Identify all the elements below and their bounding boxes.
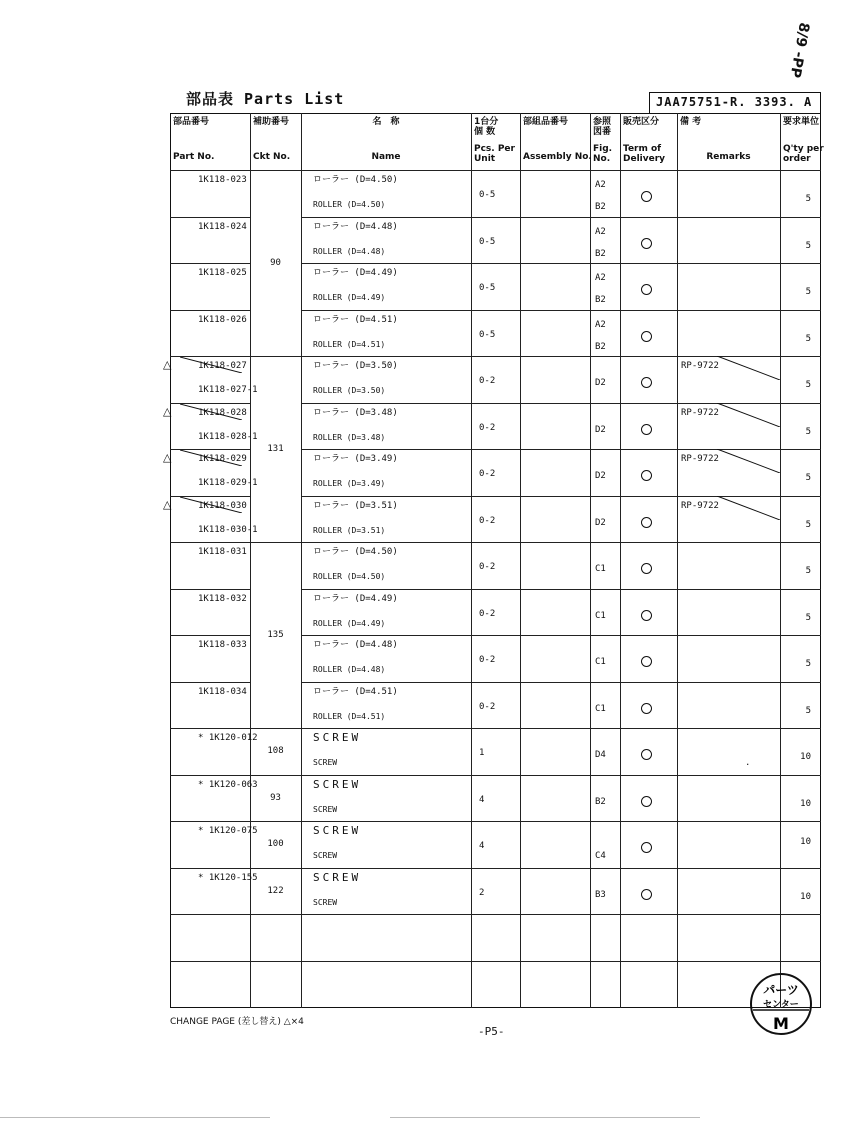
row-divider: [301, 263, 821, 264]
fig-number: A2: [595, 180, 606, 190]
qty-per-order: 10: [800, 837, 811, 847]
pcs-per-unit: 4: [479, 841, 485, 851]
name-jp: ローラー (D=3.48): [313, 407, 398, 418]
qty-per-order: 5: [805, 380, 811, 390]
delivery-circle-icon: [641, 517, 652, 528]
ckt-number: 131: [267, 444, 284, 454]
name-jp: ローラー (D=4.49): [313, 268, 398, 278]
qty-per-order: 5: [805, 705, 811, 716]
part-number: 1K118-025: [198, 268, 247, 278]
corner-handwritten-note: 8/9 -PP: [786, 21, 812, 79]
column-divider: [590, 113, 591, 1008]
remarks: RP-9722: [681, 454, 719, 464]
part-number: 1K118-034: [198, 686, 247, 697]
parts-center-stamp: [748, 966, 814, 1042]
row-divider: [170, 728, 821, 729]
name-jp: ローラー (D=4.48): [313, 221, 398, 232]
name-jp: SCREW: [313, 824, 362, 837]
fig-number: C1: [595, 703, 606, 714]
strike-through-line: [180, 404, 242, 420]
fig-number: B2: [595, 295, 606, 305]
qty-per-order: 5: [805, 519, 811, 530]
name-jp: ローラー (D=4.51): [313, 686, 398, 697]
remarks-diagonal-line: [677, 496, 780, 520]
pcs-per-unit: 0-5: [479, 190, 496, 200]
delivery-circle-icon: [641, 749, 652, 760]
column-header-jp: 要求単位: [783, 117, 820, 127]
column-divider: [301, 113, 302, 1008]
column-header-jp: 備 考: [680, 117, 702, 127]
delivery-circle-icon: [641, 424, 652, 435]
parts-table: [170, 113, 824, 1008]
name-en: ROLLER (D=4.48): [313, 665, 386, 674]
name-jp: ローラー (D=4.51): [313, 314, 398, 325]
fig-number: B2: [595, 248, 606, 259]
row-divider: [301, 682, 821, 683]
delivery-circle-icon: [641, 889, 652, 900]
pcs-per-unit: 1: [479, 748, 485, 758]
column-header-en: Q'ty per order: [783, 144, 824, 164]
name-en: ROLLER (D=4.49): [313, 293, 386, 302]
row-divider: [170, 961, 821, 962]
page-title: 部品表 Parts List: [186, 90, 345, 108]
row-divider: [301, 217, 821, 218]
column-header-jp: 1台分 個 数: [474, 117, 499, 137]
part-number: 1K118-027: [198, 361, 247, 371]
fig-number: A2: [595, 273, 606, 283]
part-number: * 1K120-063: [198, 779, 258, 790]
change-marker-icon: △: [163, 358, 172, 371]
qty-per-order: 5: [805, 659, 811, 669]
part-number: * 1K120-012: [198, 733, 258, 743]
name-jp: ローラー (D=4.48): [313, 640, 398, 650]
delivery-circle-icon: [641, 703, 652, 714]
remarks: RP-9722: [681, 500, 719, 511]
part-number-new: 1K118-029-1: [198, 478, 258, 488]
part-number-new: 1K118-028-1: [198, 431, 258, 442]
delivery-circle-icon: [641, 331, 652, 342]
remarks-diagonal-line: [677, 403, 780, 427]
name-jp: ローラー (D=4.50): [313, 175, 398, 185]
header-divider: [170, 170, 821, 171]
name-jp: ローラー (D=3.50): [313, 361, 398, 371]
name-en: SCREW: [313, 758, 338, 767]
name-en: ROLLER (D=4.48): [313, 246, 386, 256]
column-header-en: Part No.: [173, 152, 215, 162]
strike-through-line: [180, 450, 242, 466]
delivery-circle-icon: [641, 470, 652, 481]
pcs-per-unit: 0-2: [479, 562, 496, 572]
column-divider: [471, 113, 472, 1008]
change-marker-icon: △: [163, 451, 172, 464]
ckt-number: 122: [267, 885, 284, 896]
delivery-circle-icon: [641, 656, 652, 667]
name-jp: SCREW: [313, 870, 362, 884]
qty-per-order: 5: [805, 473, 811, 483]
name-en: ROLLER (D=4.50): [313, 572, 386, 581]
column-divider: [620, 113, 621, 1008]
column-header-en: Fig. No.: [593, 144, 613, 164]
page-number: -P5-: [478, 1025, 505, 1038]
column-header-jp: 参照 図番: [593, 117, 612, 137]
part-number: 1K118-033: [198, 640, 247, 650]
name-en: ROLLER (D=4.51): [313, 339, 386, 349]
remarks: RP-9722: [681, 407, 719, 418]
name-jp: ローラー (D=3.49): [313, 454, 398, 464]
strike-through-line: [180, 357, 242, 373]
name-jp: SCREW: [313, 731, 362, 744]
fig-number: D2: [595, 378, 606, 388]
qty-per-order: 10: [800, 891, 811, 902]
part-number: 1K118-031: [198, 547, 247, 557]
row-divider: [170, 868, 821, 869]
stamp-letter: M: [773, 1014, 789, 1033]
remarks-diagonal-line: [677, 449, 780, 473]
name-en: ROLLER (D=4.49): [313, 618, 386, 628]
name-en: ROLLER (D=3.48): [313, 432, 386, 442]
column-divider: [520, 113, 521, 1008]
change-page-note: CHANGE PAGE (差し替え) △×4: [170, 1017, 304, 1027]
remarks: .: [745, 758, 751, 768]
delivery-circle-icon: [641, 796, 652, 807]
row-divider: [301, 310, 821, 311]
remarks: RP-9722: [681, 361, 719, 371]
pcs-per-unit: 0-2: [479, 376, 496, 386]
part-number-new: 1K118-030-1: [198, 524, 258, 535]
row-divider: [301, 635, 821, 636]
fig-number: B3: [595, 889, 606, 900]
qty-per-order: 5: [805, 194, 811, 204]
column-header-en: Assembly No.: [523, 152, 592, 162]
row-divider: [301, 589, 821, 590]
fig-number: C1: [595, 657, 606, 667]
pcs-per-unit: 0-5: [479, 236, 496, 247]
part-number: 1K118-028: [198, 407, 247, 418]
fig-number: D2: [595, 424, 606, 435]
row-divider: [170, 263, 250, 264]
qty-per-order: 10: [800, 798, 811, 809]
pcs-per-unit: 0-2: [479, 701, 496, 712]
row-divider: [170, 914, 821, 915]
name-en: SCREW: [313, 897, 338, 907]
column-header-jp: 販売区分: [623, 117, 660, 127]
document-number: JAA75751-R. 3393. A: [649, 92, 821, 114]
name-jp: ローラー (D=3.51): [313, 500, 398, 511]
fig-number: B2: [595, 341, 606, 352]
name-en: ROLLER (D=4.51): [313, 711, 386, 721]
fig-number: C1: [595, 564, 606, 574]
part-number: * 1K120-155: [198, 872, 258, 883]
pcs-per-unit: 0-2: [479, 608, 496, 619]
row-divider: [170, 635, 250, 636]
delivery-circle-icon: [641, 377, 652, 388]
row-divider: [170, 682, 250, 683]
fig-number: B2: [595, 202, 606, 212]
fig-number: C4: [595, 851, 606, 861]
fig-number: D2: [595, 471, 606, 481]
bottom-rule-right: [390, 1117, 700, 1118]
name-jp: ローラー (D=4.49): [313, 593, 398, 604]
remarks-diagonal-line: [677, 356, 780, 380]
bottom-rule-left: [0, 1117, 270, 1118]
name-en: SCREW: [313, 851, 338, 860]
column-header-en: Term of Delivery: [623, 144, 666, 164]
part-number: 1K118-030: [198, 500, 247, 511]
part-number: 1K118-026: [198, 314, 247, 325]
name-jp: SCREW: [313, 777, 362, 791]
column-header-en: Name: [371, 152, 401, 162]
delivery-circle-icon: [641, 284, 652, 295]
pcs-per-unit: 2: [479, 887, 485, 898]
ckt-number: 93: [270, 792, 281, 803]
ckt-number: 135: [267, 630, 284, 640]
fig-number: D2: [595, 517, 606, 528]
stamp-text-parts: パーツ: [763, 983, 799, 997]
column-divider: [677, 113, 678, 1008]
row-divider: [170, 542, 821, 543]
column-header-en: Remarks: [706, 152, 751, 162]
ckt-number: 108: [267, 746, 284, 757]
name-en: ROLLER (D=3.51): [313, 525, 386, 535]
qty-per-order: 5: [805, 612, 811, 623]
fig-number: A2: [595, 319, 606, 330]
qty-per-order: 5: [805, 240, 811, 251]
qty-per-order: 5: [805, 566, 811, 576]
change-marker-icon: △: [163, 404, 172, 418]
qty-per-order: 10: [800, 752, 811, 762]
column-header-en: Ckt No.: [253, 152, 291, 162]
name-jp: ローラー (D=4.50): [313, 547, 398, 557]
column-header-en: Pcs. Per Unit: [474, 144, 515, 164]
part-number: 1K118-024: [198, 221, 247, 232]
part-number: 1K118-032: [198, 593, 247, 604]
part-number: * 1K120-075: [198, 826, 258, 836]
fig-number: B2: [595, 796, 606, 807]
pcs-per-unit: 4: [479, 794, 485, 805]
delivery-circle-icon: [641, 610, 652, 621]
ckt-number: 100: [267, 839, 284, 850]
pcs-per-unit: 0-2: [479, 422, 496, 433]
delivery-circle-icon: [641, 191, 652, 202]
pcs-per-unit: 0-5: [479, 329, 496, 340]
ckt-number: 90: [270, 258, 281, 268]
delivery-circle-icon: [641, 238, 652, 249]
row-divider: [170, 310, 250, 311]
name-en: ROLLER (D=4.50): [313, 200, 386, 209]
fig-number: A2: [595, 226, 606, 237]
pcs-per-unit: 0-2: [479, 469, 496, 479]
column-header-jp: 名 称: [372, 117, 400, 127]
column-header-jp: 部品番号: [173, 117, 210, 127]
row-divider: [170, 775, 821, 776]
stamp-text-center: センター: [763, 1000, 799, 1010]
delivery-circle-icon: [641, 563, 652, 574]
column-header-jp: 補助番号: [253, 117, 290, 127]
qty-per-order: 5: [805, 287, 811, 297]
part-number: 1K118-029: [198, 454, 247, 464]
row-divider: [170, 217, 250, 218]
delivery-circle-icon: [641, 842, 652, 853]
change-marker-icon: △: [163, 497, 172, 511]
name-en: ROLLER (D=3.50): [313, 386, 386, 395]
part-number-new: 1K118-027-1: [198, 385, 258, 395]
name-en: SCREW: [313, 804, 338, 814]
part-number: 1K118-023: [198, 175, 247, 185]
fig-number: C1: [595, 610, 606, 621]
pcs-per-unit: 0-5: [479, 283, 496, 293]
pcs-per-unit: 0-2: [479, 515, 496, 526]
fig-number: D4: [595, 750, 606, 760]
row-divider: [170, 589, 250, 590]
column-header-jp: 部組品番号: [523, 117, 569, 127]
row-divider: [170, 821, 821, 822]
strike-through-line: [180, 497, 242, 513]
qty-per-order: 5: [805, 426, 811, 437]
name-en: ROLLER (D=3.49): [313, 479, 386, 488]
pcs-per-unit: 0-2: [479, 655, 496, 665]
qty-per-order: 5: [805, 333, 811, 344]
